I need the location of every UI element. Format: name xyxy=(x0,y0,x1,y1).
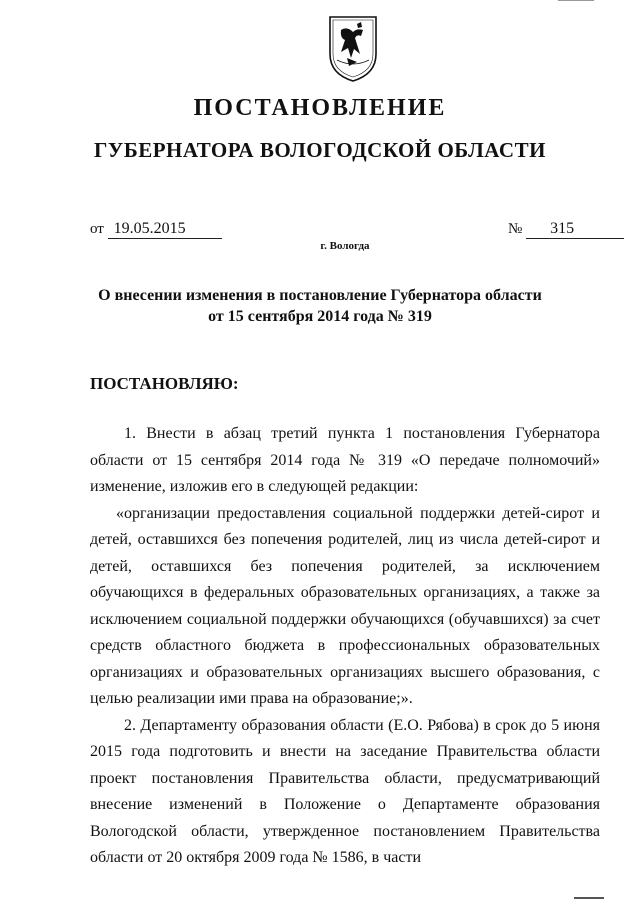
city-label: г. Вологда xyxy=(320,240,370,252)
quoted-paragraph: «организации предоставления социальной поддержки детей-сирот и детей, оставшихся без попечения родителей, лиц из числа детей-сирот и детей, оставшихся без попечения родителей, за исключением обучающихся в федеральных образовательных организациях, а также за исключением социальной поддержки обучающихся (обучавшихся) за счет средств областного бюджета в профессиональных образовательных организациях и образовательных организациях высшего образования, с целью реализации ими права на образование;». xyxy=(90,504,600,707)
number-value: 315 xyxy=(526,220,624,239)
document-body xyxy=(90,421,600,872)
date-value: 19.05.2015 xyxy=(108,220,222,239)
paragraph-2: 2. Департаменту образования области (Е.О. Рябова) в срок до 5 июня 2015 года подготовить и внести на заседание Правительства области проект постановления Правительства области, предусматривающий внесение изменений в Положение о Департаменте образования Вологодской области, утвержденное постановлением Правительства области от 20 октября 2009 года № 1586, в части xyxy=(90,716,600,866)
date-field xyxy=(90,220,222,239)
document-subject xyxy=(0,285,640,327)
number-prefix: № xyxy=(508,221,523,237)
coat-of-arms-icon xyxy=(327,14,379,84)
scan-mark-top xyxy=(558,0,594,1)
scan-mark-bottom xyxy=(574,897,604,899)
subject-line-2: от 15 сентября 2014 года № 319 xyxy=(208,308,432,325)
decree-heading: ПОСТАНОВЛЯЮ: xyxy=(90,374,239,393)
number-field xyxy=(508,220,624,239)
document-title: ПОСТАНОВЛЕНИЕ xyxy=(193,95,447,121)
date-prefix: от xyxy=(90,221,104,237)
issuer-title: ГУБЕРНАТОРА ВОЛОГОДСКОЙ ОБЛАСТИ xyxy=(94,138,546,162)
paragraph-1: 1. Внести в абзац третий пункта 1 постановления Губернатора области от 15 сентября 2014 года № 319 «О передаче полномочий» изменение, изложив его в следующей редакции: xyxy=(90,425,600,495)
subject-line-1: О внесении изменения в постановление Губернатора области xyxy=(98,287,542,304)
